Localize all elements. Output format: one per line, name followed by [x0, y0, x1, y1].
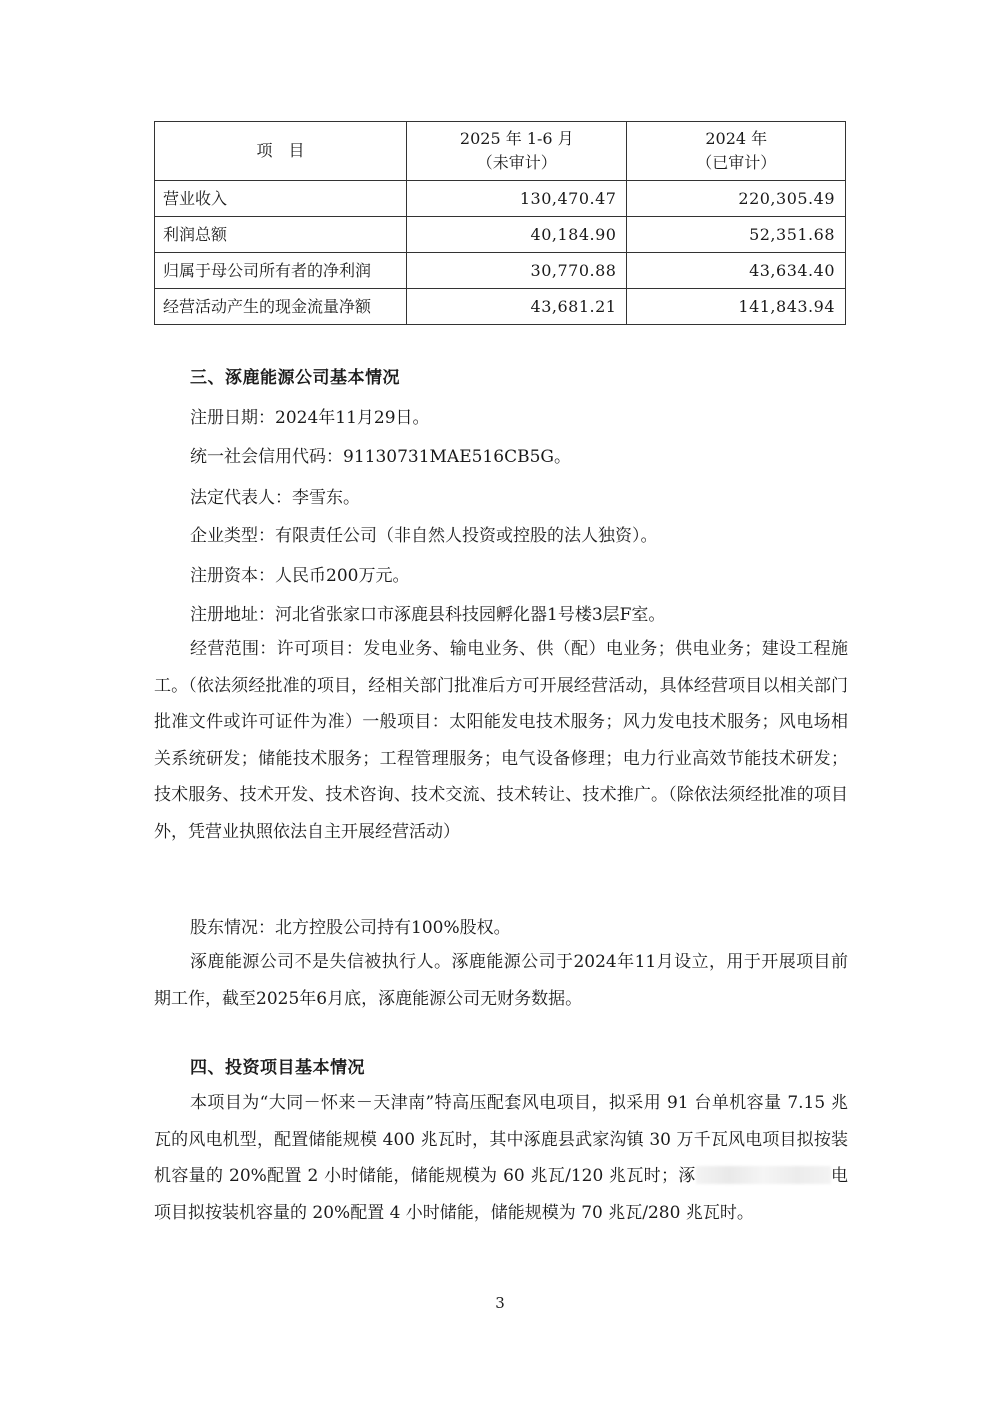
header-2025-audit: （未审计） [476, 153, 557, 172]
header-2025-period: 2025 年 1-6 月 [459, 129, 574, 148]
reg-date: 注册日期：2024年11月29日。 [190, 408, 430, 428]
table-row [155, 253, 846, 289]
row-value-2025: 30,770.88 [407, 253, 627, 289]
header-item: 项 目 [155, 122, 407, 181]
project-description-part2: 电项目拟按装机容量的 20%配置 4 小时储能，储能规模为 70 兆瓦/280 兆瓦时。 [154, 1166, 848, 1223]
header-2024 [627, 122, 846, 181]
business-scope: 经营范围：许可项目：发电业务、输电业务、供（配）电业务；供电业务；建设工程施工。（依法须经批准的项目，经相关部门批准后方可开展经营活动，具体经营项目以相关部门批准文件或许可证件为准）一般项目：太阳能发电技术服务；风力发电技术服务；风电场相关系统研发；储能技术服务；工程管理服务；电气设备修理；电力行业高效节能技术研发；技术服务、技术开发、技术咨询、技术交流、技术转让、技术推广。（除依法须经批准的项目外，凭营业执照依法自主开展经营活动） [154, 639, 848, 842]
page-number: 3 [495, 1294, 505, 1312]
header-2025 [407, 122, 627, 181]
row-value-2024: 43,634.40 [627, 253, 846, 289]
row-value-2024: 52,351.68 [627, 217, 846, 253]
shareholder-info: 股东情况：北方控股公司持有100%股权。 [190, 918, 511, 938]
row-value-2025: 40,184.90 [407, 217, 627, 253]
header-2024-audit: （已审计） [696, 153, 777, 172]
row-label: 营业收入 [155, 181, 407, 217]
registered-capital: 注册资本：人民币200万元。 [190, 566, 410, 586]
redacted-text [696, 1166, 831, 1184]
financial-table [154, 121, 846, 325]
row-label: 经营活动产生的现金流量净额 [155, 289, 407, 325]
row-value-2024: 220,305.49 [627, 181, 846, 217]
dishonesty-note: 涿鹿能源公司不是失信被执行人。涿鹿能源公司于2024年11月设立，用于开展项目前期工作，截至2025年6月底，涿鹿能源公司无财务数据。 [154, 952, 848, 1009]
row-label: 利润总额 [155, 217, 407, 253]
project-description [154, 1085, 848, 1231]
table-row [155, 289, 846, 325]
table-row [155, 217, 846, 253]
table-row [155, 181, 846, 217]
row-label: 归属于母公司所有者的净利润 [155, 253, 407, 289]
project-description-part1: 本项目为“大同－怀来－天津南”特高压配套风电项目，拟采用 91 台单机容量 7.15 兆瓦的风电机型，配置储能规模 400 兆瓦时，其中涿鹿县武家沟镇 30 万千瓦风电项目拟按装机容量的 20%配置 2 小时储能，储能规模为 60 兆瓦/120 兆瓦时；涿 [154, 1093, 848, 1187]
header-2024-period: 2024 年 [705, 129, 768, 148]
legal-representative: 法定代表人：李雪东。 [190, 488, 360, 508]
section4-heading: 四、投资项目基本情况 [190, 1058, 365, 1078]
credit-code: 统一社会信用代码：91130731MAE516CB5G。 [190, 447, 571, 467]
row-value-2025: 130,470.47 [407, 181, 627, 217]
row-value-2025: 43,681.21 [407, 289, 627, 325]
company-type: 企业类型：有限责任公司（非自然人投资或控股的法人独资）。 [190, 526, 658, 546]
registered-address: 注册地址：河北省张家口市涿鹿县科技园孵化器1号楼3层F室。 [190, 605, 666, 625]
row-value-2024: 141,843.94 [627, 289, 846, 325]
table-header-row [155, 122, 846, 181]
section3-heading: 三、涿鹿能源公司基本情况 [190, 368, 400, 388]
